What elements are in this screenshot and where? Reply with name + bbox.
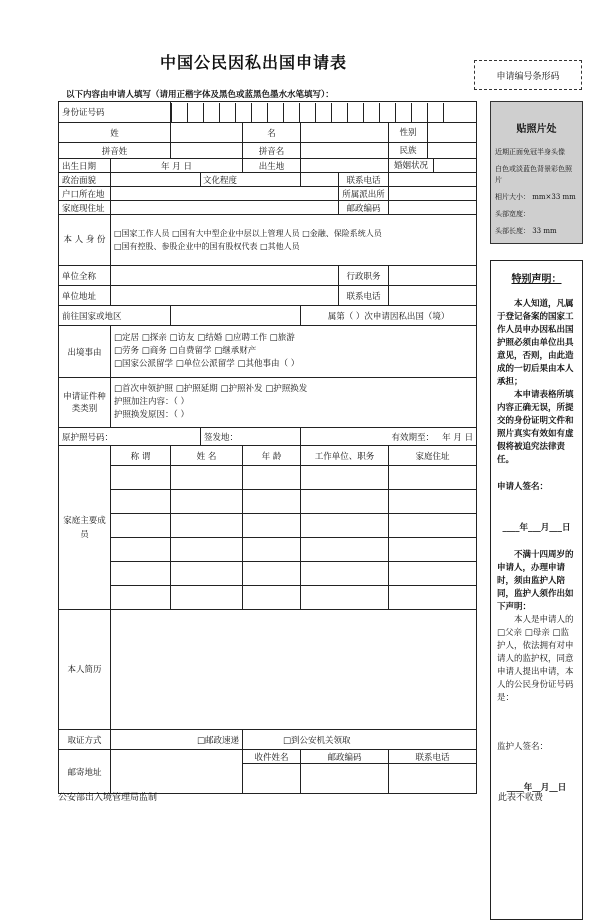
given-name-label: 名 bbox=[243, 123, 301, 143]
ethnicity-field[interactable] bbox=[427, 143, 472, 158]
family-cell[interactable] bbox=[389, 538, 477, 562]
family-cell[interactable] bbox=[243, 490, 301, 514]
declaration-title: 特别声明： bbox=[511, 274, 562, 285]
employer-field[interactable] bbox=[111, 266, 339, 286]
family-cell[interactable] bbox=[301, 514, 389, 538]
position-field[interactable] bbox=[389, 266, 477, 286]
family-header-relation: 称 谓 bbox=[111, 446, 171, 466]
passport-renewal-reason[interactable]: 护照换发原因：（ ） bbox=[114, 410, 189, 420]
declaration-p2: 本申请表格所填内容正确无误，所提交的身份证明文件和照片真实有效如有虚假将被追究法律责任。 bbox=[497, 390, 574, 465]
employer-phone-label: 联系电话 bbox=[339, 286, 389, 306]
birth-place-label: 出生地 bbox=[243, 159, 301, 173]
given-name-field[interactable] bbox=[301, 123, 389, 143]
family-cell[interactable] bbox=[243, 514, 301, 538]
family-cell[interactable] bbox=[301, 538, 389, 562]
employer-address-field[interactable] bbox=[111, 286, 339, 306]
family-cell[interactable] bbox=[301, 562, 389, 586]
footer-issuer: 公安部出入境管理局监制 bbox=[58, 793, 158, 803]
form-title: 中国公民因私出国申请表 bbox=[160, 53, 348, 72]
trip-count-text[interactable]: 属第（ ）次申请因私出国（境） bbox=[301, 306, 477, 326]
family-cell[interactable] bbox=[301, 586, 389, 610]
photo-box[interactable] bbox=[490, 101, 583, 244]
applicant-sign-date[interactable]: ____年___月___日 bbox=[502, 523, 571, 533]
declaration-p4: 本人是申请人的□父亲 □母亲 □监护人，依法拥有对申请人的监护权，同意申请人提出申请，本人的公民身份证号码是： bbox=[497, 615, 574, 703]
photo-req-2: 白色或淡蓝色背景彩色照片 bbox=[495, 165, 572, 184]
birth-date-label: 出生日期 bbox=[59, 159, 111, 173]
gender-field[interactable] bbox=[427, 123, 472, 142]
declaration-p1: 本人知道，凡属于登记备案的国家工作人员申办因私出国护照必须由单位出具意见，否则，由此造成的一切后果由本人承担； bbox=[497, 299, 574, 387]
family-header-work: 工作单位、职务 bbox=[301, 446, 389, 466]
family-cell[interactable] bbox=[389, 586, 477, 610]
barcode-label: 申请编号条形码 bbox=[496, 71, 560, 82]
mail-header-postcode: 邮政编码 bbox=[301, 750, 389, 764]
doc-type-label: 申请证件种类类别 bbox=[59, 378, 111, 428]
pinyin-given-label: 拼音名 bbox=[243, 143, 301, 159]
mail-address-label: 邮寄地址 bbox=[59, 750, 111, 794]
issue-place-field[interactable] bbox=[201, 428, 301, 446]
family-cell[interactable] bbox=[171, 514, 243, 538]
family-cell[interactable] bbox=[111, 562, 171, 586]
guardian-sign-date[interactable]: ____年__月__日 bbox=[506, 783, 567, 793]
mail-header-name: 收件姓名 bbox=[243, 750, 301, 764]
family-cell[interactable] bbox=[389, 466, 477, 490]
family-cell[interactable] bbox=[389, 490, 477, 514]
position-label: 行政职务 bbox=[339, 266, 389, 286]
mail-header-phone: 联系电话 bbox=[389, 750, 477, 764]
police-station-field[interactable] bbox=[389, 187, 477, 201]
family-cell[interactable] bbox=[243, 562, 301, 586]
postcode-field[interactable] bbox=[389, 201, 477, 215]
family-label: 家庭主要成员 bbox=[59, 446, 111, 610]
purpose-options-line1[interactable]: □定居 □探亲 □访友 □结婚 □应聘工作 □旅游 bbox=[114, 333, 295, 343]
family-cell[interactable] bbox=[171, 586, 243, 610]
ethnicity-label: 民族 bbox=[399, 146, 417, 156]
family-cell[interactable] bbox=[111, 490, 171, 514]
postcode-label: 邮政编码 bbox=[339, 201, 389, 215]
photo-req-1: 近期正面免冠半身头像 bbox=[495, 148, 565, 156]
applicant-sign-field[interactable] bbox=[497, 494, 576, 522]
family-cell[interactable] bbox=[111, 586, 171, 610]
purpose-options-line2[interactable]: □劳务 □商务 □自费留学 □继承财产 bbox=[114, 346, 257, 356]
applicant-sign-label: 申请人签名： bbox=[497, 482, 549, 492]
photo-req-4: 头部宽度： bbox=[495, 210, 530, 218]
family-cell[interactable] bbox=[389, 514, 477, 538]
resume-label: 本人简历 bbox=[59, 610, 111, 730]
declaration-box bbox=[490, 260, 583, 920]
political-field[interactable] bbox=[111, 173, 201, 187]
employer-address-label: 单位地址 bbox=[59, 286, 111, 306]
id-number-label: 身份证号码 bbox=[59, 102, 171, 123]
doc-type-options[interactable]: □首次申领护照 □护照延期 □护照补发 □护照换发 bbox=[114, 384, 308, 394]
marital-label: 婚姻状况 bbox=[394, 161, 429, 171]
family-cell[interactable] bbox=[243, 538, 301, 562]
gender-label: 性别 bbox=[399, 128, 417, 138]
hukou-field[interactable] bbox=[111, 187, 339, 201]
family-header-age: 年 龄 bbox=[243, 446, 301, 466]
destination-label: 前往国家或地区 bbox=[59, 306, 171, 326]
birth-date-field[interactable]: 年 月 日 bbox=[111, 159, 243, 173]
photo-req-5: 头部长度： 33 mm bbox=[495, 227, 557, 235]
mail-address-field[interactable] bbox=[111, 750, 243, 794]
address-field[interactable] bbox=[111, 201, 339, 215]
birth-place-field[interactable] bbox=[301, 159, 389, 173]
orig-passport-label: 原护照号码： bbox=[62, 432, 114, 443]
police-station-label: 所属派出所 bbox=[339, 187, 389, 201]
footer-free-note: 此表不收费 bbox=[498, 793, 544, 803]
instruction-text: 以下内容由申请人填写（请用正楷字体及黑色或蓝黑色墨水水笔填写）： bbox=[66, 90, 334, 100]
pickup-self-option[interactable]: □到公安机关领取 bbox=[243, 730, 477, 750]
identity-label: 本 人 身 份 bbox=[59, 215, 111, 266]
photo-req-3: 相片大小： mm×33 mm bbox=[495, 193, 576, 201]
employer-label: 单位全称 bbox=[59, 266, 111, 286]
phone-label: 联系电话 bbox=[339, 173, 389, 187]
family-header-address: 家庭住址 bbox=[389, 446, 477, 466]
expiry-field[interactable] bbox=[301, 428, 477, 446]
destination-field[interactable] bbox=[171, 306, 301, 326]
surname-label: 姓 bbox=[59, 123, 171, 143]
family-cell[interactable] bbox=[301, 490, 389, 514]
guardian-sign-label: 监护人签名： bbox=[497, 742, 549, 752]
expiry-ymd: 年 月 日 bbox=[442, 432, 474, 443]
address-label: 家庭现住址 bbox=[59, 201, 111, 215]
family-cell[interactable] bbox=[171, 538, 243, 562]
phone-field[interactable] bbox=[389, 173, 477, 187]
mail-phone-field[interactable] bbox=[389, 764, 477, 794]
pinyin-surname-label: 拼音姓 bbox=[59, 143, 171, 159]
barcode-box bbox=[474, 60, 582, 90]
pickup-mail-option[interactable]: □邮政速递 bbox=[111, 730, 243, 750]
family-cell[interactable] bbox=[243, 586, 301, 610]
pinyin-surname-field[interactable] bbox=[171, 143, 243, 159]
family-cell[interactable] bbox=[301, 466, 389, 490]
family-cell[interactable] bbox=[171, 490, 243, 514]
identity-options-line1[interactable]: □国家工作人员 □国有大中型企业中层以上管理人员 □金融、保险系统人员 bbox=[114, 229, 382, 238]
purpose-options-line3[interactable]: □国家公派留学 □单位公派留学 □其他事由（ ） bbox=[114, 359, 300, 369]
expiry-label: 有效期至： bbox=[391, 432, 435, 443]
family-cell[interactable] bbox=[171, 562, 243, 586]
orig-passport-field[interactable] bbox=[59, 428, 201, 446]
education-label: 文化程度 bbox=[201, 173, 301, 187]
pinyin-given-field[interactable] bbox=[301, 143, 389, 159]
guardian-sign-field[interactable] bbox=[497, 754, 576, 782]
family-header-name: 姓 名 bbox=[171, 446, 243, 466]
marital-field[interactable] bbox=[433, 159, 472, 172]
passport-endorsement[interactable]: 护照加注内容：（ ） bbox=[114, 397, 189, 407]
family-cell[interactable] bbox=[111, 538, 171, 562]
id-number-boxes[interactable] bbox=[171, 102, 477, 123]
issue-place-label: 签发地： bbox=[204, 432, 239, 443]
identity-options-line2[interactable]: □国有控股、参股企业中的国有股权代表 □其他人员 bbox=[114, 242, 300, 251]
education-field[interactable] bbox=[301, 173, 339, 187]
family-cell[interactable] bbox=[243, 466, 301, 490]
application-form-table bbox=[58, 101, 477, 794]
photo-title: 贴照片处 bbox=[516, 124, 557, 135]
pickup-label: 取证方式 bbox=[59, 730, 111, 750]
political-label: 政治面貌 bbox=[59, 173, 111, 187]
surname-field[interactable] bbox=[171, 123, 243, 143]
family-cell[interactable] bbox=[111, 514, 171, 538]
purpose-label: 出境事由 bbox=[59, 326, 111, 378]
employer-phone-field[interactable] bbox=[389, 286, 477, 306]
family-cell[interactable] bbox=[389, 562, 477, 586]
hukou-label: 户口所在地 bbox=[59, 187, 111, 201]
family-cell[interactable] bbox=[171, 466, 243, 490]
mail-postcode-field[interactable] bbox=[301, 764, 389, 794]
mail-name-field[interactable] bbox=[243, 764, 301, 794]
declaration-p3: 不满十四周岁的申请人，办理申请时，须由监护人陪同，监护人须作出如下声明： bbox=[497, 550, 574, 612]
family-cell[interactable] bbox=[111, 466, 171, 490]
resume-field[interactable] bbox=[111, 610, 477, 730]
